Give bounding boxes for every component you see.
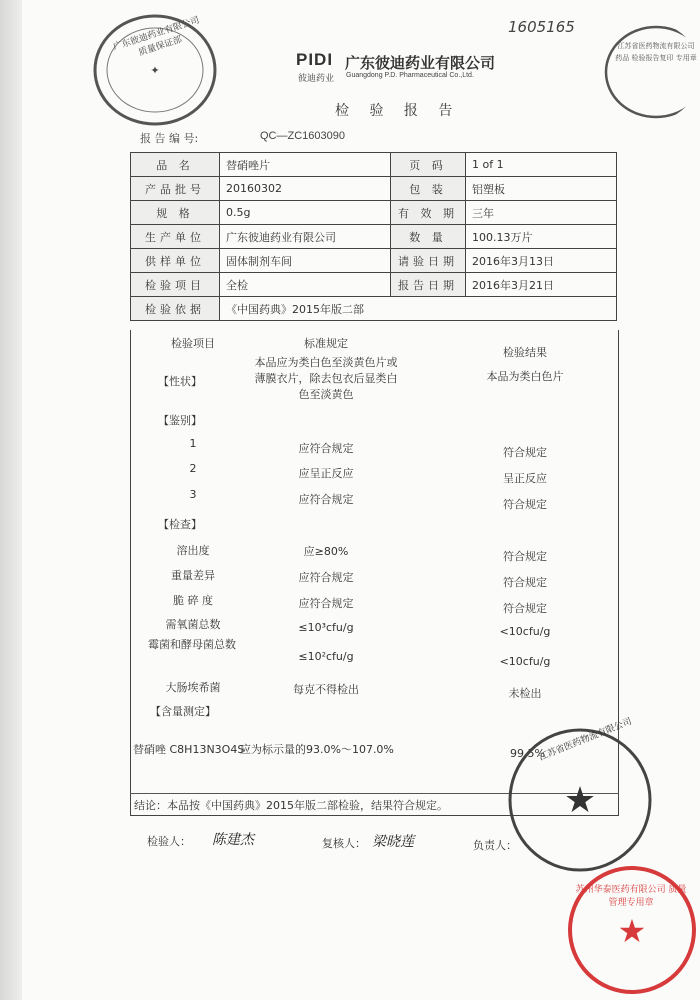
inspector-label: 检验人： bbox=[147, 835, 191, 848]
info-row bbox=[131, 273, 617, 297]
info-table bbox=[130, 152, 617, 321]
insp-row-std: ≤10³cfu/g bbox=[298, 621, 354, 634]
svg-text:✦: ✦ bbox=[150, 64, 160, 77]
section-appearance: 【性状】 bbox=[158, 375, 202, 388]
insp-row-std: ≤10²cfu/g bbox=[298, 650, 354, 663]
insp-row-name: 霉菌和酵母菌总数 bbox=[148, 638, 236, 651]
checker-signature: 梁晓莲 bbox=[372, 834, 414, 850]
company-name: 广东彼迪药业有限公司 bbox=[345, 54, 496, 72]
report-number bbox=[140, 130, 345, 146]
svg-text:★: ★ bbox=[563, 780, 597, 821]
insp-row-name: 大肠埃希菌 bbox=[165, 681, 221, 694]
cell-label: 产品批号 bbox=[131, 177, 220, 201]
cell-label: 数 量 bbox=[391, 225, 466, 249]
scan-edge bbox=[0, 0, 24, 1000]
insp-row-result: <10cfu/g bbox=[499, 655, 551, 668]
inspector-signature: 陈建杰 bbox=[212, 832, 254, 848]
cell-label: 请验日期 bbox=[391, 249, 466, 273]
cell-label: 包 装 bbox=[391, 177, 466, 201]
assay-name: 替硝唑 C8H13N3O4S bbox=[133, 743, 245, 756]
company-logo: PIDI bbox=[296, 50, 334, 69]
insp-row-name: 需氧菌总数 bbox=[165, 618, 221, 631]
product-name: 替硝唑片 bbox=[220, 153, 391, 177]
insp-row-name: 溶出度 bbox=[176, 544, 210, 557]
bottom-red-stamp-text: 苏州华泰医药有限公司 质量管理专用章 bbox=[575, 885, 687, 908]
supplier: 固体制剂车间 bbox=[220, 249, 391, 273]
batch-number: 20160302 bbox=[220, 177, 391, 201]
report-date: 2016年3月21日 bbox=[466, 273, 617, 297]
cell-label: 页 码 bbox=[391, 153, 466, 177]
appearance-std-line3: 色至淡黄色 bbox=[298, 388, 354, 401]
section-identification: 【鉴别】 bbox=[158, 414, 202, 427]
validity: 三年 bbox=[466, 201, 617, 225]
assay-std: 应为标示量的93.0%～107.0% bbox=[240, 743, 394, 756]
manufacturer: 广东彼迪药业有限公司 bbox=[220, 225, 391, 249]
bottom-red-stamp bbox=[560, 860, 700, 1000]
id-row-result: 呈正反应 bbox=[503, 472, 547, 485]
inspection-basis: 《中国药典》2015年版二部 bbox=[220, 297, 617, 321]
middle-stamp-text: 江苏省医药物流有限公司 bbox=[537, 716, 634, 764]
report-title: 检 验 报 告 bbox=[335, 103, 461, 119]
col-header-standard: 标准规定 bbox=[304, 337, 348, 350]
appearance-result: 本品为类白色片 bbox=[486, 370, 564, 383]
package: 铝塑板 bbox=[466, 177, 617, 201]
svg-text:★: ★ bbox=[617, 912, 647, 950]
col-header-item: 检验项目 bbox=[171, 337, 215, 350]
spec: 0.5g bbox=[220, 201, 391, 225]
cell-label: 报告日期 bbox=[391, 273, 466, 297]
id-row-result: 符合规定 bbox=[503, 446, 547, 459]
insp-row-std: 应符合规定 bbox=[298, 597, 354, 610]
info-row bbox=[131, 297, 617, 321]
top-left-stamp-text: 广东彼迪药业有限公司 质量保证部 bbox=[112, 15, 201, 59]
insp-row-std: 每克不得检出 bbox=[293, 683, 359, 696]
insp-row-result: 符合规定 bbox=[503, 602, 547, 615]
info-row bbox=[131, 225, 617, 249]
cell-label: 生产单位 bbox=[131, 225, 220, 249]
handwritten-number: 1605165 bbox=[508, 18, 575, 36]
insp-row-result: 符合规定 bbox=[503, 576, 547, 589]
insp-row-std: 应符合规定 bbox=[298, 571, 354, 584]
cell-label: 规 格 bbox=[131, 201, 220, 225]
insp-row-name: 脆 碎 度 bbox=[173, 594, 213, 607]
appearance-std-line2: 薄膜衣片，除去包衣后显类白 bbox=[254, 372, 398, 385]
cell-label: 检验项目 bbox=[131, 273, 220, 297]
report-number-label: 报 告 编 号: bbox=[140, 132, 199, 145]
appearance-std-line1: 本品应为类白色至淡黄色片或 bbox=[254, 356, 398, 369]
cell-label: 供样单位 bbox=[131, 249, 220, 273]
id-row-no: 2 bbox=[189, 462, 197, 475]
id-row-std: 应符合规定 bbox=[298, 442, 354, 455]
col-header-result: 检验结果 bbox=[503, 346, 547, 359]
insp-row-result: 未检出 bbox=[508, 687, 542, 700]
cell-label: 检验依据 bbox=[131, 297, 220, 321]
responsible-label: 负责人： bbox=[473, 839, 517, 852]
top-right-stamp-text: 江苏省医药物流有限公司 药品 检验报告复印 专用章 bbox=[615, 42, 697, 62]
id-row-std: 应呈正反应 bbox=[298, 467, 354, 480]
id-row-no: 3 bbox=[189, 488, 197, 501]
info-row bbox=[131, 201, 617, 225]
top-right-stamp bbox=[598, 22, 700, 122]
company-name-en: Guangdong P.D. Pharmaceutical Co.,Ltd. bbox=[346, 72, 474, 79]
section-inspection: 【检查】 bbox=[158, 518, 202, 531]
request-date: 2016年3月13日 bbox=[466, 249, 617, 273]
insp-row-result: 符合规定 bbox=[503, 550, 547, 563]
id-row-no: 1 bbox=[189, 437, 197, 450]
assay-result: 99.5% bbox=[510, 747, 545, 760]
id-row-result: 符合规定 bbox=[503, 498, 547, 511]
report-number-value: QC—ZC1603090 bbox=[260, 130, 345, 142]
info-row bbox=[131, 249, 617, 273]
cell-label: 有 效 期 bbox=[391, 201, 466, 225]
insp-row-name: 重量差异 bbox=[171, 569, 215, 582]
cell-label: 品 名 bbox=[131, 153, 220, 177]
info-row bbox=[131, 177, 617, 201]
conclusion: 结论：本品按《中国药典》2015年版二部检验，结果符合规定。 bbox=[134, 799, 448, 812]
inspection-item: 全检 bbox=[220, 273, 391, 297]
checker-label: 复核人： bbox=[322, 837, 366, 850]
info-row bbox=[131, 153, 617, 177]
company-logo-cn: 彼迪药业 bbox=[298, 74, 335, 84]
quantity: 100.13万片 bbox=[466, 225, 617, 249]
page-number: 1 of 1 bbox=[466, 153, 617, 177]
insp-row-std: 应≥80% bbox=[303, 545, 349, 558]
id-row-std: 应符合规定 bbox=[298, 493, 354, 506]
insp-row-result: <10cfu/g bbox=[499, 625, 551, 638]
section-assay: 【含量测定】 bbox=[150, 705, 216, 718]
